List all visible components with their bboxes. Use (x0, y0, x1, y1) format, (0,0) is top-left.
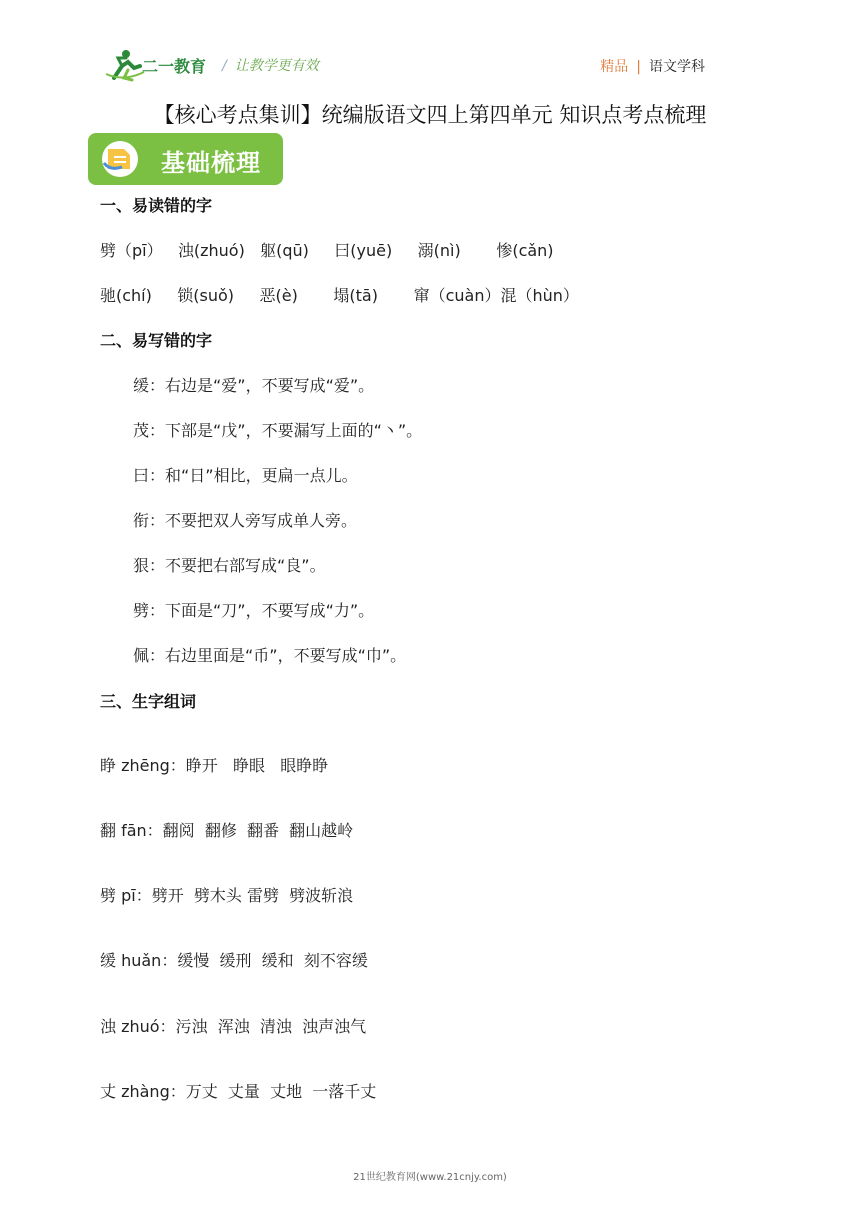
pinyin-line-1: 劈（pī） 浊(zhuó) 躯(qū) 曰(yuē) 溺(nì) 惨(cǎn) (100, 241, 554, 260)
tag-subject: 语文学科 (649, 59, 705, 75)
pinyin-line-2: 驰(chí) 锁(suǒ) 恶(è) 塌(tā) 窜（cuàn）混（hùn） (100, 286, 579, 305)
list-item: 衔：不要把双人旁写成单人旁。 (133, 511, 358, 530)
word-group-item: 睁 zhēng：睁开 睁眼 眼睁睁 (100, 756, 329, 775)
word-group-item: 丈 zhàng：万丈 丈量 丈地 一落千丈 (100, 1082, 377, 1101)
list-item: 劈：下面是“刀”，不要写成“力”。 (133, 601, 375, 620)
list-item: 佩：右边里面是“币”，不要写成“巾”。 (133, 646, 407, 665)
banner-title: 基础梳理 (161, 149, 261, 177)
page-header (0, 0, 860, 90)
header-tags: 精品 | 语文学科 (600, 59, 705, 75)
logo-text: 二一教育 (142, 57, 207, 76)
list-item: 茂：下部是“戊”，不要漏写上面的“丶”。 (133, 421, 423, 440)
word-group-item: 浊 zhuó：污浊 浑浊 清浊 浊声浊气 (100, 1017, 367, 1036)
word-group-item: 翻 fān：翻阅 翻修 翻番 翻山越岭 (100, 821, 354, 840)
slogan-text: 让教学更有效 (234, 58, 319, 74)
word-group-item: 劈 pī：劈开 劈木头 雷劈 劈波斩浪 (100, 886, 354, 905)
section-heading-3: 三、生字组词 (100, 692, 197, 711)
document-icon (108, 149, 130, 169)
slogan: / 让教学更有效 (222, 58, 319, 74)
section-heading-1: 一、易读错的字 (100, 196, 213, 215)
list-item: 缓：右边是“爱”，不要写成“爱”。 (133, 376, 375, 395)
word-group-item: 缓 huǎn：缓慢 缓刑 缓和 刻不容缓 (100, 951, 368, 970)
list-item: 狠：不要把右部写成“良”。 (133, 556, 326, 575)
section-heading-2: 二、易写错的字 (100, 331, 213, 350)
list-item: 曰：和“日”相比，更扁一点儿。 (133, 466, 358, 485)
page-title: 【核心考点集训】统编版语文四上第四单元 知识点考点梳理 (153, 103, 707, 127)
tag-primary: 精品 (600, 59, 629, 75)
page-footer: 21世纪教育网(www.21cnjy.com) (353, 1172, 507, 1183)
